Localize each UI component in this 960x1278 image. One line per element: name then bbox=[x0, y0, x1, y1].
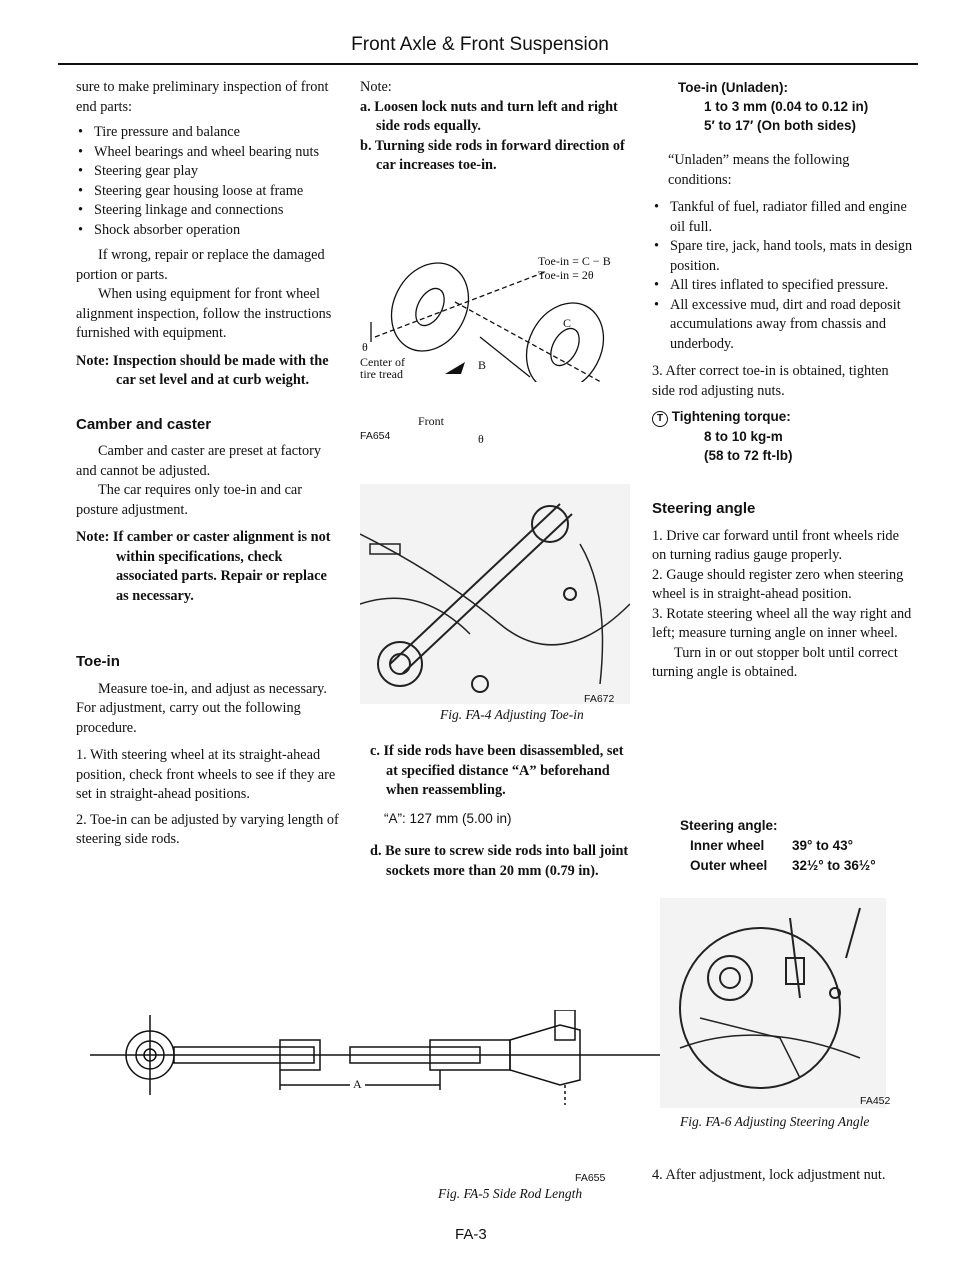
label-tire-tread: tire tread bbox=[360, 367, 403, 381]
outer-wheel-value: 32½° to 36½° bbox=[792, 858, 876, 873]
note-camber bbox=[76, 528, 342, 606]
torque-value-1: 8 to 10 kg-m bbox=[704, 429, 783, 444]
unladen-list bbox=[652, 198, 914, 354]
label-a: A bbox=[353, 1077, 362, 1091]
toein-formula-1: Toe-in = C − B bbox=[538, 254, 611, 268]
intro-text: sure to make preliminary inspection of front end parts: bbox=[76, 79, 329, 115]
adjusting-toein-photo bbox=[360, 484, 630, 704]
repair-paragraph: If wrong, repair or replace the damaged portion or parts. bbox=[76, 247, 325, 283]
middle-column-notes bbox=[360, 78, 630, 176]
label-theta-1: θ bbox=[362, 340, 368, 354]
fig-code-fa672: FA672 bbox=[584, 693, 615, 705]
checklist-item: • Wheel bearings and wheel bearing nuts bbox=[76, 143, 342, 163]
fig-caption-fa4: Fig. FA-4 Adjusting Toe-in bbox=[440, 707, 584, 722]
steering-angle-spec-title: Steering angle: bbox=[680, 818, 778, 833]
camber-paragraph-1: Camber and caster are preset at factory and cannot be adjusted. bbox=[76, 443, 322, 479]
checklist-item: • Steering gear play bbox=[76, 162, 342, 182]
inner-wheel-value: 39° to 43° bbox=[792, 838, 854, 853]
unladen-item: • All tires inflated to specified pressure. bbox=[652, 276, 914, 296]
label-center-of: Center of bbox=[360, 355, 405, 369]
toein-unladen-value-1: 1 to 3 mm (0.04 to 0.12 in) bbox=[704, 99, 869, 114]
fig-code-fa655: FA655 bbox=[575, 1172, 606, 1184]
toein-formula-2: Toe-in = 2θ bbox=[538, 268, 594, 282]
step-4: 4. After adjustment, lock adjustment nut. bbox=[652, 1167, 886, 1183]
toein-paragraph: Measure toe-in, and adjust as necessary. For adjustment, carry out the following procedure. bbox=[76, 680, 327, 736]
toein-unladen-value-2: 5′ to 17′ (On both sides) bbox=[704, 118, 856, 133]
unladen-item: • Spare tire, jack, hand tools, mats in design position. bbox=[652, 237, 914, 276]
steer-step-2: 2. Gauge should register zero when steering wheel is in straight-ahead position. bbox=[652, 566, 904, 602]
camber-paragraph-2: The car requires only toe-in and car posture adjustment. bbox=[76, 482, 303, 518]
unladen-item: • Tankful of fuel, radiator filled and engine oil full. bbox=[652, 198, 914, 237]
page-header-title: Front Axle & Front Suspension bbox=[351, 34, 609, 55]
fig-code-fa654: FA654 bbox=[360, 430, 391, 442]
label-c: C bbox=[563, 316, 572, 330]
page-number: FA-3 bbox=[455, 1226, 487, 1243]
spec-a: “A”: 127 mm (5.00 in) bbox=[384, 810, 512, 826]
label-b: B bbox=[478, 358, 487, 372]
label-front: Front bbox=[418, 414, 445, 428]
note-label: Note: bbox=[76, 352, 110, 369]
steering-angle-heading: Steering angle bbox=[652, 500, 756, 517]
checklist-item: • Tire pressure and balance bbox=[76, 123, 342, 143]
alignment-paragraph: When using equipment for front wheel alignment inspection, follow the instructions furnished with equipment. bbox=[76, 286, 332, 341]
note-inspection bbox=[76, 352, 342, 391]
unladen-item: • All excessive mud, dirt and road deposit accumulations away from chassis and underbody. bbox=[652, 296, 914, 355]
fig-code-fa452: FA452 bbox=[860, 1095, 891, 1107]
checklist bbox=[76, 123, 342, 240]
fig-caption-fa5: Fig. FA-5 Side Rod Length bbox=[438, 1186, 583, 1201]
steering-angle-photo bbox=[660, 898, 886, 1108]
note-b: b. Turning side rods in forward direction of car increases toe-in. bbox=[360, 137, 625, 173]
torque-label-row bbox=[652, 407, 914, 427]
note2-text: If camber or caster alignment is not within specifications, check associated parts. Repair or replace as necessary. bbox=[112, 529, 331, 604]
middle-column-notes-2 bbox=[370, 742, 632, 881]
label-theta-2: θ bbox=[478, 432, 484, 446]
step-3: 3. After correct toe-in is obtained, tighten side rod adjusting nuts. bbox=[652, 363, 889, 399]
unladen-intro: “Unladen” means the following conditions: bbox=[668, 152, 850, 188]
right-column bbox=[652, 78, 914, 683]
note-d: d. Be sure to screw side rods into ball joint sockets more than 20 mm (0.79 in). bbox=[370, 843, 629, 879]
inner-wheel-label: Inner wheel bbox=[690, 838, 765, 853]
steer-paragraph: Turn in or out stopper bolt until correct turning angle is obtained. bbox=[652, 644, 898, 680]
note-text: Inspection should be made with the car set level and at curb weight. bbox=[112, 352, 329, 388]
note2-label: Note: bbox=[76, 529, 110, 545]
checklist-item: • Steering linkage and connections bbox=[76, 201, 342, 221]
toein-step-1: 1. With steering wheel at its straight-ahead position, check front wheels to see if they are set in straight-ahead positions. bbox=[76, 747, 336, 802]
steer-step-3: 3. Rotate steering wheel all the way right and left; measure turning angle on inner wheel. bbox=[652, 605, 912, 641]
toein-step-2: 2. Toe-in can be adjusted by varying length of steering side rods. bbox=[76, 811, 339, 847]
toein-unladen-title: Toe-in (Unladen): bbox=[678, 80, 788, 95]
torque-symbol: T bbox=[652, 411, 668, 427]
note-c: c. If side rods have been disassembled, set at specified distance “A” beforehand when reassembling. bbox=[370, 743, 624, 798]
torque-value-2: (58 to 72 ft-lb) bbox=[704, 448, 793, 463]
header-rule bbox=[58, 63, 918, 65]
camber-heading: Camber and caster bbox=[76, 415, 212, 433]
side-rod-diagram bbox=[90, 1010, 660, 1110]
fig-caption-fa6: Fig. FA-6 Adjusting Steering Angle bbox=[680, 1114, 870, 1129]
steer-step-1: 1. Drive car forward until front wheels ride on turning radius gauge properly. bbox=[652, 527, 899, 563]
left-column bbox=[76, 78, 342, 850]
toein-heading: Toe-in bbox=[76, 653, 120, 670]
torque-label: Tightening torque: bbox=[671, 409, 791, 424]
mid-note-label: Note: bbox=[360, 79, 392, 95]
outer-wheel-label: Outer wheel bbox=[690, 858, 768, 873]
checklist-item: • Steering gear housing loose at frame bbox=[76, 182, 342, 202]
note-a: a. Loosen lock nuts and turn left and right side rods equally. bbox=[360, 98, 618, 134]
checklist-item: • Shock absorber operation bbox=[76, 221, 342, 241]
